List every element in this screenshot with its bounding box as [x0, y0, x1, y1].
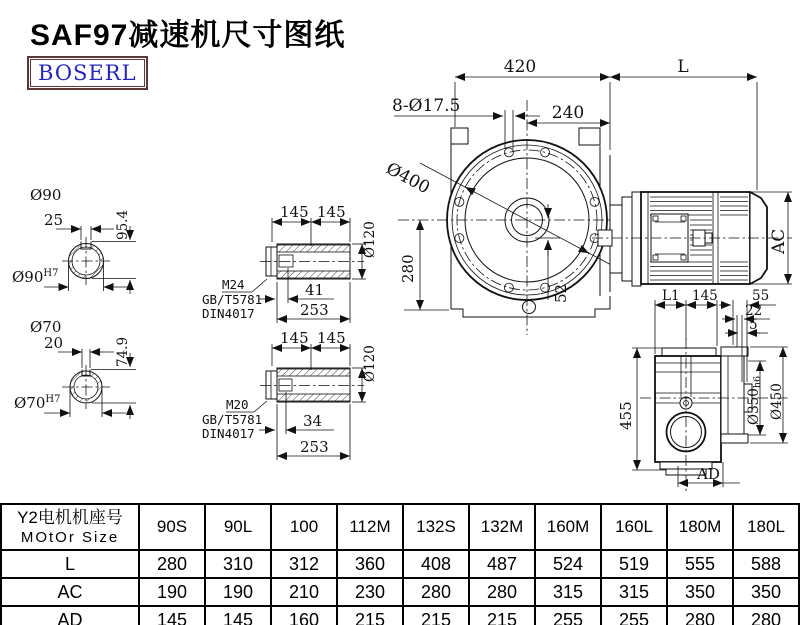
cell-ac-132s: 280 [403, 578, 469, 606]
cell-l-112m: 360 [337, 550, 403, 578]
cell-l-160m: 524 [535, 550, 601, 578]
table-row-ad [1, 606, 799, 625]
cell-ad-180l: 280 [733, 606, 799, 625]
dim-side-ad: AD [697, 465, 720, 483]
size-col-132m: 132M [469, 504, 535, 550]
motor-size-header [1, 504, 139, 550]
dim-m20-total-len: 253 [300, 438, 329, 456]
cell-ac-100: 210 [271, 578, 337, 606]
hollow-shaft-m20 [202, 329, 378, 460]
label-m20-std-gb: GB/T5781 [202, 412, 263, 427]
size-col-112m: 112M [337, 504, 403, 550]
label-m24-std-gb: GB/T5781 [202, 292, 263, 307]
dim-m20-len-right: 145 [317, 329, 346, 347]
shaft-section-90 [12, 186, 136, 294]
size-col-180l: 180L [733, 504, 799, 550]
dim-side-145: 145 [692, 288, 718, 304]
dim-m20-od: Ø120 [362, 345, 378, 382]
dim-m20-len-left: 145 [280, 329, 309, 347]
motor-size-header-en: MOtOr Size [20, 529, 120, 546]
dim-side-height: 455 [617, 401, 635, 430]
dim-shaft70-key-height: 74.9 [115, 336, 131, 367]
cell-ad-112m: 215 [337, 606, 403, 625]
cell-ad-100: 160 [271, 606, 337, 625]
label-m20-thread: M20 [226, 397, 249, 412]
cell-ad-90s: 145 [139, 606, 205, 625]
front-view [383, 57, 792, 335]
cell-l-180m: 555 [667, 550, 733, 578]
dim-shaft70-diameter: Ø70 [30, 318, 62, 336]
dim-center-to-flange: 240 [551, 103, 585, 123]
table-row-l [1, 550, 799, 578]
dim-shaft90-key-width: 25 [44, 211, 64, 229]
dim-axis-offset: 52 [552, 283, 570, 303]
table-row-ac [1, 578, 799, 606]
hollow-shaft-m24 [202, 203, 378, 323]
row-label-l: L [1, 550, 139, 578]
boserl-logo-text: BOSERL [38, 61, 137, 85]
cell-ad-160l: 255 [601, 606, 667, 625]
dim-flange-od: Ø450 [769, 383, 785, 420]
size-col-132s: 132S [403, 504, 469, 550]
cell-l-100: 312 [271, 550, 337, 578]
label-m20-std-din: DIN4017 [202, 426, 255, 441]
dim-shaft70-key-width: 20 [44, 334, 64, 352]
dim-m24-len-right: 145 [317, 203, 346, 221]
dim-spigot: Ø350h6 [746, 375, 763, 425]
motor-size-table [0, 503, 800, 625]
dim-front-width: 420 [503, 57, 537, 77]
dim-motor-diameter: AC [769, 228, 789, 254]
row-label-ac: AC [1, 578, 139, 606]
size-col-180m: 180M [667, 504, 733, 550]
dim-bolt-circle: Ø400 [382, 158, 434, 199]
cell-ac-112m: 230 [337, 578, 403, 606]
cell-ad-180m: 280 [667, 606, 733, 625]
cell-ac-132m: 280 [469, 578, 535, 606]
size-col-90l: 90L [205, 504, 271, 550]
dim-motor-length: L [677, 57, 689, 77]
cell-ad-160m: 255 [535, 606, 601, 625]
cell-l-90s: 280 [139, 550, 205, 578]
cell-ad-132s: 215 [403, 606, 469, 625]
dim-m24-len-left: 145 [280, 203, 309, 221]
size-col-90s: 90S [139, 504, 205, 550]
dim-side-55: 55 [752, 288, 770, 304]
table-header-row [1, 504, 799, 550]
dim-shaft90-key-height: 95.4 [115, 209, 131, 240]
cell-ac-160m: 315 [535, 578, 601, 606]
side-view [617, 288, 790, 494]
dim-m24-thread-len: 41 [305, 281, 325, 299]
size-col-100: 100 [271, 504, 337, 550]
dim-m20-thread-len: 34 [303, 412, 323, 430]
shaft-section-70 [14, 318, 136, 419]
dim-side-5: 5 [749, 317, 758, 333]
dim-shaft90-bore: $Ø90^{H7}$ [12, 268, 59, 286]
dim-base-height: 280 [399, 254, 417, 283]
motor-size-header-cn: Y2电机机座号 [17, 508, 123, 527]
cell-ad-132m: 215 [469, 606, 535, 625]
cell-ac-180l: 350 [733, 578, 799, 606]
dim-m24-od: Ø120 [362, 221, 378, 258]
cell-l-90l: 310 [205, 550, 271, 578]
cell-l-132m: 487 [469, 550, 535, 578]
row-label-ad: AD [1, 606, 139, 625]
page-title: SAF97减速机尺寸图纸 [30, 19, 346, 52]
cell-l-160l: 519 [601, 550, 667, 578]
dim-side-l1: L1 [662, 288, 680, 304]
dim-m24-total-len: 253 [300, 301, 329, 319]
dim-bolt-holes: 8-Ø17.5 [392, 96, 461, 116]
label-m24-thread: M24 [222, 277, 245, 292]
cell-ac-90l: 190 [205, 578, 271, 606]
cell-l-132s: 408 [403, 550, 469, 578]
cell-ac-160l: 315 [601, 578, 667, 606]
cell-l-180l: 588 [733, 550, 799, 578]
cell-ad-90l: 145 [205, 606, 271, 625]
cell-ac-180m: 350 [667, 578, 733, 606]
size-col-160l: 160L [601, 504, 667, 550]
dim-shaft90-diameter: Ø90 [30, 186, 62, 204]
label-m24-std-din: DIN4017 [202, 306, 255, 321]
dim-shaft70-bore: $Ø70^{H7}$ [14, 394, 61, 412]
cell-ac-90s: 190 [139, 578, 205, 606]
dim-side-22: 22 [745, 303, 763, 319]
size-col-160m: 160M [535, 504, 601, 550]
